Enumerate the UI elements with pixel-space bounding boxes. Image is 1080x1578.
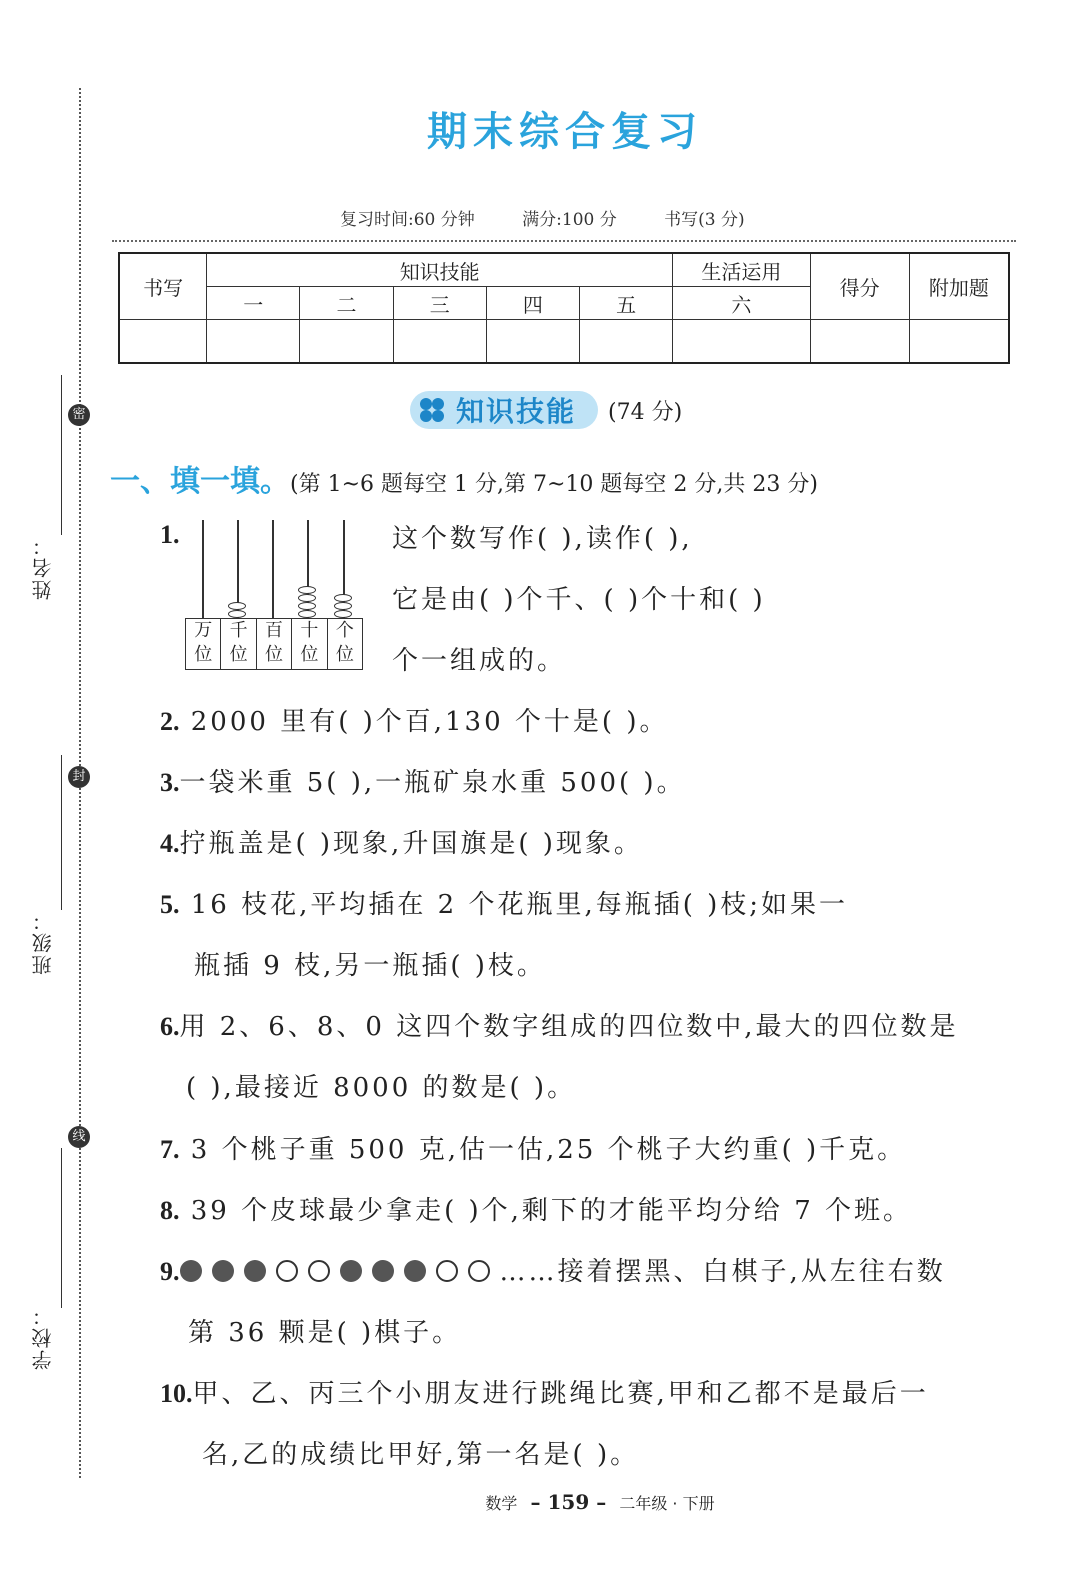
th-col-3: 三 (393, 287, 486, 320)
q4-text: 拧瓶盖是( )现象,升国旗是( )现象。 (179, 829, 643, 859)
q9-num: 9. (160, 1257, 180, 1286)
q6-num: 6. (160, 1012, 180, 1041)
white-bead-icon (276, 1260, 298, 1282)
q8-num: 8. (160, 1196, 180, 1225)
abacus-bead (334, 594, 352, 602)
abacus-place-labels (185, 618, 363, 670)
abacus-bead (298, 610, 316, 618)
section-header (410, 390, 682, 430)
q10-line1 (160, 1373, 929, 1410)
place-wan: 万 位 (186, 619, 221, 669)
q1-line2: 它是由( )个千、( )个十和( ) (392, 585, 766, 615)
q5-num: 5. (160, 890, 180, 919)
q10-num: 10. (160, 1379, 193, 1408)
name-field[interactable] (20, 375, 60, 600)
name-label: 姓名： (31, 534, 55, 600)
abacus-rod (272, 520, 274, 618)
dotted-separator (112, 240, 1016, 242)
black-bead-icon (244, 1260, 266, 1282)
th-extra: 附加题 (909, 253, 1009, 320)
q1-num: 1. (160, 520, 180, 549)
q5-text1: 16 枝花,平均插在 2 个花瓶里,每瓶插( )枝;如果一 (190, 890, 849, 920)
section-points: (74 分) (608, 399, 683, 425)
clover-icon (418, 396, 446, 424)
q4 (160, 823, 643, 860)
q9-text1: ……接着摆黑、白棋子,从左往右数 (499, 1257, 946, 1287)
school-field[interactable] (20, 1148, 60, 1370)
th-writing: 书写 (119, 253, 207, 320)
q1-line1: 这个数写作( ),读作( ), (392, 524, 693, 554)
school-label: 学校： (31, 1304, 55, 1370)
section-pill (410, 391, 598, 429)
seal-xian: 线 (68, 1126, 90, 1148)
q9-line1 (160, 1251, 946, 1288)
page-footer (0, 1490, 1080, 1514)
q7-text: 3 个桃子重 500 克,估一估,25 个桃子大约重( )千克。 (190, 1135, 907, 1165)
score-cell-5[interactable] (580, 320, 673, 364)
score-cell-3[interactable] (393, 320, 486, 364)
th-knowledge: 知识技能 (207, 253, 673, 287)
q10-text1: 甲、乙、丙三个小朋友进行跳绳比赛,甲和乙都不是最后一 (192, 1379, 929, 1409)
th-col-5: 五 (580, 287, 673, 320)
q1-line3: 个一组成的。 (392, 646, 567, 676)
place-bai: 百 位 (257, 619, 292, 669)
q7 (160, 1129, 906, 1166)
q3-num: 3. (160, 768, 180, 797)
part-title: 一、填一填。 (110, 464, 290, 499)
q6-text1: 用 2、6、8、0 这四个数字组成的四位数中,最大的四位数是 (179, 1012, 959, 1042)
name-underline[interactable] (61, 375, 62, 535)
place-qian: 千 位 (221, 619, 256, 669)
section-label: 知识技能 (456, 395, 577, 428)
writing-score: 书写(3 分) (664, 210, 745, 230)
part-note: (第 1~6 题每空 1 分,第 7~10 题每空 2 分,共 23 分) (290, 472, 818, 497)
score-cell-writing[interactable] (119, 320, 207, 364)
abacus-bead (298, 586, 316, 594)
page-title: 期末综合复习 (427, 108, 703, 155)
abacus-bead (228, 610, 246, 618)
q2-text: 2000 里有( )个百,130 个十是( )。 (190, 707, 669, 737)
score-cell-1[interactable] (207, 320, 300, 364)
th-col-1: 一 (207, 287, 300, 320)
abacus-diagram (185, 520, 363, 670)
black-bead-icon (372, 1260, 394, 1282)
exam-time: 复习时间:60 分钟 (340, 210, 475, 230)
abacus-rod (202, 520, 204, 618)
score-table (118, 252, 1010, 364)
q1-number (160, 520, 180, 550)
score-cell-2[interactable] (300, 320, 393, 364)
q3 (160, 762, 686, 799)
score-cell-total[interactable] (810, 320, 909, 364)
q4-num: 4. (160, 829, 180, 858)
th-col-2: 二 (300, 287, 393, 320)
footer-page-number: – 159 – (530, 1490, 607, 1514)
white-bead-icon (308, 1260, 330, 1282)
q8-text: 39 个皮球最少拿走( )个,剩下的才能平均分给 7 个班。 (190, 1196, 913, 1226)
q2 (160, 701, 668, 738)
abacus-bead (334, 610, 352, 618)
abacus-bead (334, 602, 352, 610)
class-field[interactable] (20, 755, 60, 975)
white-bead-icon (468, 1260, 490, 1282)
part-heading (110, 456, 818, 500)
abacus-bead (228, 602, 246, 610)
score-cell-extra[interactable] (909, 320, 1009, 364)
black-bead-icon (180, 1260, 202, 1282)
th-col-4: 四 (486, 287, 579, 320)
footer-subject: 数学 (485, 1494, 518, 1513)
q3-text: 一袋米重 5( ),一瓶矿泉水重 500( )。 (179, 768, 686, 798)
q10-line2: 名,乙的成绩比甲好,第一名是( )。 (202, 1440, 640, 1470)
q2-num: 2. (160, 707, 180, 736)
q9-bead-pattern (180, 1257, 500, 1287)
exam-meta (340, 205, 787, 230)
abacus-bead (298, 602, 316, 610)
place-shi: 十 位 (292, 619, 327, 669)
abacus-bead (298, 594, 316, 602)
class-label: 班级： (31, 909, 55, 975)
place-ge: 个 位 (335, 620, 354, 665)
q5-line2: 瓶插 9 枝,另一瓶插( )枝。 (194, 951, 546, 981)
q7-num: 7. (160, 1135, 180, 1164)
th-col-6: 六 (673, 287, 810, 320)
footer-grade: 二年级 · 下册 (619, 1494, 715, 1513)
full-score: 满分:100 分 (522, 210, 617, 230)
th-application: 生活运用 (673, 253, 810, 287)
class-underline[interactable] (61, 755, 62, 910)
q9-line2: 第 36 颗是( )棋子。 (188, 1318, 462, 1348)
school-underline[interactable] (61, 1148, 62, 1308)
q5-line1 (160, 884, 848, 921)
white-bead-icon (436, 1260, 458, 1282)
black-bead-icon (404, 1260, 426, 1282)
seal-mi: 密 (68, 404, 90, 426)
seal-feng: 封 (68, 766, 90, 788)
score-cell-4[interactable] (486, 320, 579, 364)
th-score: 得分 (810, 253, 909, 320)
q6-line1 (160, 1006, 958, 1043)
q6-line2: ( ),最接近 8000 的数是( )。 (186, 1073, 577, 1103)
black-bead-icon (212, 1260, 234, 1282)
black-bead-icon (340, 1260, 362, 1282)
q8 (160, 1190, 912, 1227)
score-cell-6[interactable] (673, 320, 810, 364)
